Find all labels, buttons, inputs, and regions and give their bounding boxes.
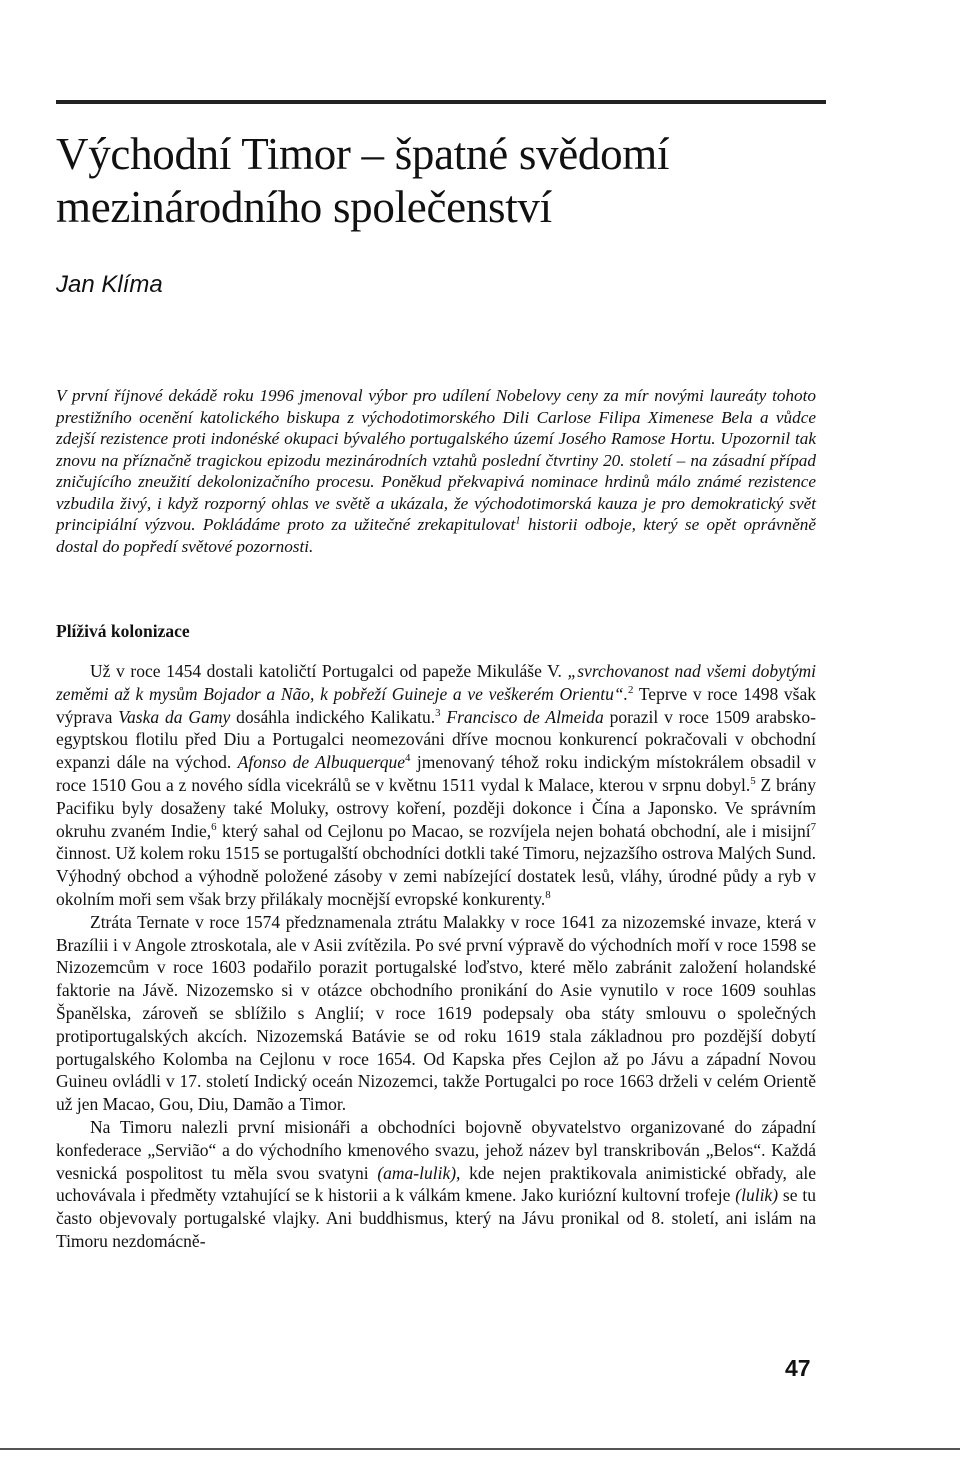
paragraph-3 <box>56 1116 816 1253</box>
footnote-mark: 3 <box>435 706 441 719</box>
text-run: který sahal od Cejlonu po Macao, se rozvíjela nejen bohatá obchodní, ale i misijní <box>216 820 811 841</box>
footnote-mark: 5 <box>750 775 756 788</box>
text-run: jmenovaný téhož roku indickým místokrálem obsadil v roce 1510 Gou a z nového sídla vicekrálů se v květnu 1511 vydal k Malace, kterou v srpnu dobyl. <box>56 752 817 795</box>
text-run: kde nejen praktikovala animistické obřady, ale uchovávala i předměty vztahující se k historii a k válkám kmene. Jako kuriózní kultovní trofeje <box>56 1162 816 1206</box>
paragraph-2: Ztráta Ternate v roce 1574 předznamenala ztrátu Malakky v roce 1641 za nizozemské invaze, která v Brazílii i v Angole ztroskotala, ale v Asii zvítězila. Po své první výpravě do východních moří v roce 1598 se Nizozemcům v roce 1603 podařilo porazit portugalské loďstvo, které mělo zabránit založení holandské faktorie na Jávě. Nizozemsko si v otázce obchodního pronikání do Asie vynutilo v roce 1609 souhlas Španělska, zároveň se sblížilo s Anglií; v roce 1619 podepsaly oba státy smlouvu o společných protiportugalských akcích. Nizozemská Batávie se od roku 1619 stala základnou pro pozdější dobytí portugalského Kolomba na Cejlonu v roce 1654. Od Kapska přes Cejlon až po Jávu a západní Novou Guineu ovládli v 17. století Indický oceán Nizozemci, takže Portugalci po roce 1663 drželi v celém Orientě už jen Macao, Gou, Diu, Damão a Timor. <box>56 911 816 1115</box>
text-run: dosáhla indického Kalikatu. <box>230 706 436 727</box>
text-run: Teprve v roce 1498 však výprava <box>56 683 816 727</box>
text-run: činnost. Už kolem roku 1515 se portugalští obchodníci dotkli také Timoru, nejzazšího ostrova Malých Sund. Výhodný obchod a výhodně položené zásoby v zemi nabízející dostatek lesů, vláhy, úrodné půdy a ryb v okolním moři sem však brzy přilákaly mocnější evropské konkurenty. <box>56 843 816 909</box>
section-heading: Plíživá kolonizace <box>56 621 190 641</box>
footnote-mark: 8 <box>545 889 551 902</box>
abstract-text: V první říjnové dekádě roku 1996 jmenoval výbor pro udílení Nobelovy ceny za mír novými laureáty tohoto prestižního ocenění katolického biskupa z východotimorského Dili Carlose Filipa Ximenese Bela a vůdce zdejší rezistence proti indonéské okupaci bývalého portugalského území Josého Ramose Hortu. Upozornil tak znovu na příznačně tragickou epizodu mezinárodních vztahů poslední čtvrtiny 20. století – na zásadní případ zničujícího zneužití dekolonizačního procesu. Poněkud překvapivá nominace hrdinů málo známé rezistence vzbudila živý, i když rozporný ohlas ve světě a ukázala, že východotimorská kauza je pro demokratický svět principiální výzvou. Pokládáme proto za užitečné zrekapitulovat <box>56 386 816 534</box>
bottom-rule <box>0 1448 960 1450</box>
author-name: Jan Klíma <box>56 271 163 298</box>
name-run: Afonso de Albuquerque <box>237 752 406 773</box>
top-rule <box>56 100 826 104</box>
article-title <box>56 128 856 234</box>
footnote-mark: 4 <box>405 752 411 765</box>
footnote-mark: 7 <box>810 820 816 833</box>
text-run: se tu často objevovaly portugalské vlajky. Ani buddhismus, který na Jávu pronikal od 8. století, ani islám na Timoru nezdomácně- <box>56 1185 816 1251</box>
footnote-mark: 1 <box>515 515 521 527</box>
body-text <box>56 660 816 1253</box>
text-run: porazil v roce 1509 arabsko-egyptskou flotilu před Diu a Portugalci neomezováni dříve mocnou konkurencí pokračovali v obchodní expanzi dále na východ. <box>56 706 816 773</box>
quote-run: „svrchovanost nad všemi dobytými zeměmi až k mysům Bojador a Não, k pobřeží Guineje a ve veškerém Orientu“. <box>56 661 817 704</box>
term-run: (lulik) <box>735 1185 779 1206</box>
paragraph-1 <box>56 660 816 911</box>
name-run: Vaska da Gamy <box>118 706 231 727</box>
title-line-2: mezinárodního společenství <box>56 182 552 232</box>
footnote-mark: 2 <box>628 683 634 696</box>
text-run: Z brány Pacifiku byly dosaženy také Moluky, ostrovy koření, později dokonce i Čína a Japonsko. Ve správním okruhu zvaném Indie, <box>56 774 816 841</box>
title-line-1: Východní Timor – špatné svědomí <box>56 129 670 179</box>
abstract-text-end: historii odboje, který se opět oprávněně dostal do popředí světové pozornosti. <box>56 515 816 556</box>
text-run: Na Timoru nalezli první misionáři a obchodníci bojovně obyvatelstvo organizované do západní konfederace „Servião“ a do východního kmenového svazu, jehož název byl transkribován „Belos“. Každá vesnická pospolitost tu měla svou svatyni <box>56 1116 816 1183</box>
footnote-mark: 6 <box>211 820 217 833</box>
term-run: (ama-lulik), <box>377 1162 461 1183</box>
text-run: Už v roce 1454 dostali katoličtí Portugalci od papeže Mikuláše V. <box>90 661 568 681</box>
page-number: 47 <box>785 1355 811 1381</box>
name-run: Francisco de Almeida <box>446 706 604 727</box>
abstract <box>56 385 816 557</box>
